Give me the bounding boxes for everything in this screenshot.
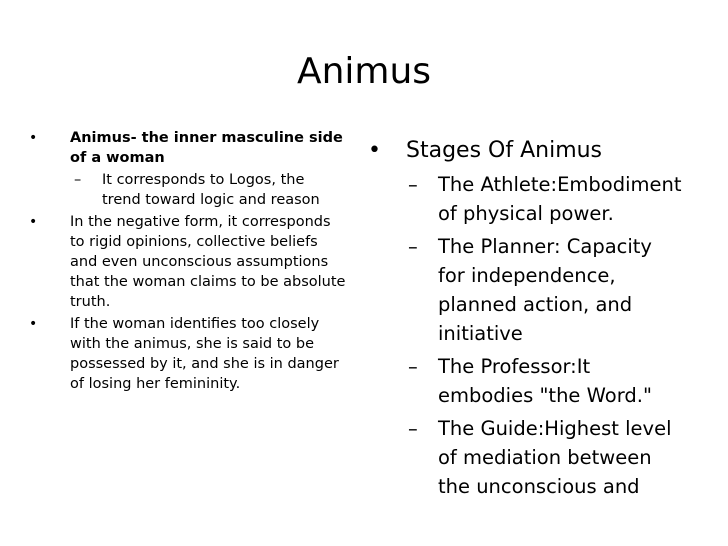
bullet-glyph: • [29,130,38,146]
dash-glyph: – [408,355,418,378]
dash-glyph: – [74,172,82,188]
right-sub-text: The Planner: Capacity for independence, planned action, and initiative [438,235,652,345]
slide-title: Animus [296,51,432,92]
dash-glyph: – [408,173,418,196]
bullet-glyph: • [368,138,381,163]
left-sub-item [26,170,346,210]
left-bullet-item [26,212,346,312]
right-sub-item [364,414,684,501]
left-bullet-item [26,314,346,394]
right-sub-text: The Guide:Highest level of mediation between the unconscious and [438,417,672,498]
left-bullet-text: Animus- the inner masculine side of a woman [70,130,343,166]
right-heading-text: Stages Of Animus [406,138,603,163]
bullet-glyph: • [29,316,38,332]
right-bullet-heading [364,136,684,166]
right-column [364,136,684,505]
dash-glyph: – [408,235,418,258]
right-sub-text: The Professor:It embodies "the Word." [438,355,652,407]
dash-glyph: – [408,417,418,440]
left-bullet-text: If the woman identifies too closely with the animus, she is said to be possessed by it, and she is in danger of losing her femininity. [70,316,339,392]
right-sub-item [364,170,684,228]
left-column [26,128,346,396]
left-bullet-item [26,128,346,168]
right-sub-item [364,352,684,410]
right-sub-text: The Athlete:Embodiment of physical power. [438,173,682,225]
bullet-glyph: • [29,214,38,230]
right-sub-item [364,232,684,348]
left-sub-text: It corresponds to Logos, the trend toward logic and reason [102,172,320,208]
left-bullet-text: In the negative form, it corresponds to rigid opinions, collective beliefs and even unconscious assumptions that the woman claims to be absolute truth. [70,214,346,310]
